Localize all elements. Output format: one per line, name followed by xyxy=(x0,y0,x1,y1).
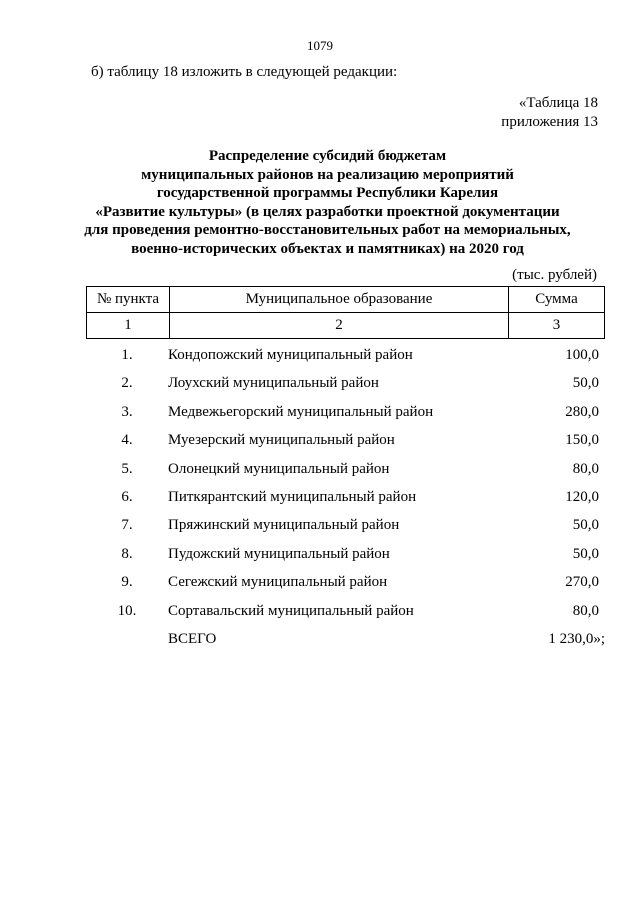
index-3: 3 xyxy=(509,313,605,339)
title-line: муниципальных районов на реализацию мероприятий xyxy=(141,166,514,183)
intro-text: б) таблицу 18 изложить в следующей редакции: xyxy=(91,64,398,80)
table-body xyxy=(86,341,605,653)
row-sum: 120,0 xyxy=(565,488,599,505)
row-sum: 50,0 xyxy=(572,545,599,562)
title-line: военно-исторических объектах и памятниках) на 2020 год xyxy=(131,240,524,257)
row-number: 10. xyxy=(117,602,137,619)
table-row xyxy=(86,455,605,483)
row-municipality: Сегежский муниципальный район xyxy=(168,574,388,591)
table-row xyxy=(86,597,605,625)
index-2: 2 xyxy=(170,313,509,339)
header-sum: Сумма xyxy=(509,287,605,313)
row-municipality: Муезерский муниципальный район xyxy=(168,432,395,449)
table-row xyxy=(86,568,605,596)
row-municipality: Медвежьегорский муниципальный район xyxy=(168,403,434,420)
table-ref-line-2: приложения 13 xyxy=(501,114,598,130)
row-sum: 100,0 xyxy=(565,347,599,363)
row-number: 4. xyxy=(121,432,133,449)
row-municipality: Кондопожский муниципальный район xyxy=(168,347,413,363)
header-row xyxy=(87,287,605,313)
row-municipality: Пряжинский муниципальный район xyxy=(168,517,400,534)
table-ref-line-1: «Таблица 18 xyxy=(518,95,598,111)
row-sum: 80,0 xyxy=(572,460,599,477)
table-header xyxy=(86,286,605,339)
table-row xyxy=(86,483,605,511)
units-label: (тыс. рублей) xyxy=(512,267,597,283)
row-number: 5. xyxy=(121,460,133,477)
total-sum: 1 230,0»; xyxy=(548,630,605,647)
table-row xyxy=(86,426,605,454)
row-municipality: Сортавальский муниципальный район xyxy=(168,602,414,619)
row-municipality: Олонецкий муниципальный район xyxy=(168,460,390,477)
row-municipality: Питкярантский муниципальный район xyxy=(168,488,417,505)
table-row xyxy=(86,341,605,369)
row-sum: 80,0 xyxy=(572,602,599,619)
total-label: ВСЕГО xyxy=(168,630,217,647)
row-number: 6. xyxy=(121,488,133,505)
row-sum: 50,0 xyxy=(572,517,599,534)
header-num: № пункта xyxy=(87,287,170,313)
table-row xyxy=(86,398,605,426)
row-sum: 280,0 xyxy=(565,403,599,420)
index-1: 1 xyxy=(87,313,170,339)
row-number: 1. xyxy=(121,347,133,363)
header-name: Муниципальное образование xyxy=(170,287,509,313)
table-row xyxy=(86,511,605,539)
row-number: 2. xyxy=(121,375,133,392)
row-number: 7. xyxy=(121,517,133,534)
title-line: государственной программы Республики Карелия xyxy=(156,185,499,202)
row-sum: 50,0 xyxy=(572,375,599,392)
table-row xyxy=(86,540,605,568)
row-sum: 270,0 xyxy=(565,574,599,591)
row-number: 9. xyxy=(121,574,133,591)
title-line: Распределение субсидий бюджетам xyxy=(208,148,447,164)
title-line: «Развитие культуры» (в целях разработки проектной документации xyxy=(95,203,560,220)
title-line: для проведения ремонтно-восстановительных работ на мемориальных, xyxy=(84,222,571,239)
row-number: 8. xyxy=(121,545,133,562)
index-row xyxy=(87,313,605,339)
table-reference xyxy=(501,94,598,132)
row-number: 3. xyxy=(121,403,133,420)
row-municipality: Пудожский муниципальный район xyxy=(168,545,390,562)
total-row xyxy=(86,625,605,653)
table-row xyxy=(86,369,605,397)
row-sum: 150,0 xyxy=(565,432,599,449)
document-title xyxy=(60,147,595,259)
page-number: 1079 xyxy=(307,38,333,53)
row-municipality: Лоухский муниципальный район xyxy=(168,375,379,392)
